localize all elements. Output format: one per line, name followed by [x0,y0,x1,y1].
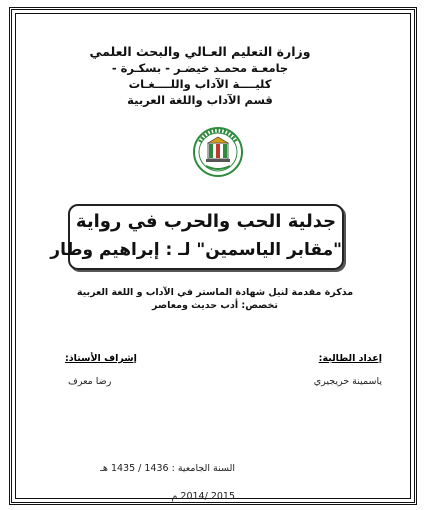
author-label: إعداد الطالبة: [318,353,382,364]
faculty-name: كليــــة الآداب واللــــغـات [128,77,272,91]
academic-year-label: السنة الجامعية : [171,463,235,474]
gregorian-suffix: م [171,491,178,502]
thesis-title-line-2: "مقابر الياسمين" لـ : إبراهيم وطار [50,240,342,260]
thesis-title-box [50,204,344,270]
institution-header [40,44,360,108]
memo-specialty: تخصص: أدب حديث ومعاصر [152,300,278,311]
university-emblem-icon [192,126,244,178]
academic-year-gregorian [172,491,236,502]
supervisor-name: رضا معرف [68,376,112,387]
department-name: قسم الآداب واللغة العربية [127,93,273,107]
thesis-title-line-1: جدلية الحب والحرب في رواية [75,211,337,232]
university-name: جامعـة محمـد خيضـر - بسكـرة - [111,61,289,75]
author-name: ياسمينة حريجيري [313,376,382,387]
hijri-suffix: هـ [100,463,108,474]
gregorian-years: 2014/ 2015 [180,491,235,502]
hijri-years: 1435 / 1436 [110,463,169,474]
ministry-name: وزارة التعليم العـالي والبحث العلمي [89,44,311,59]
memo-description [40,286,390,312]
academic-year-hijri [100,463,235,474]
memo-degree: مذكرة مقدمة لنيل شهادة الماستر في الآداب و اللغة العربية [76,287,354,298]
supervisor-label: إشراف الأستاذ: [65,353,137,364]
